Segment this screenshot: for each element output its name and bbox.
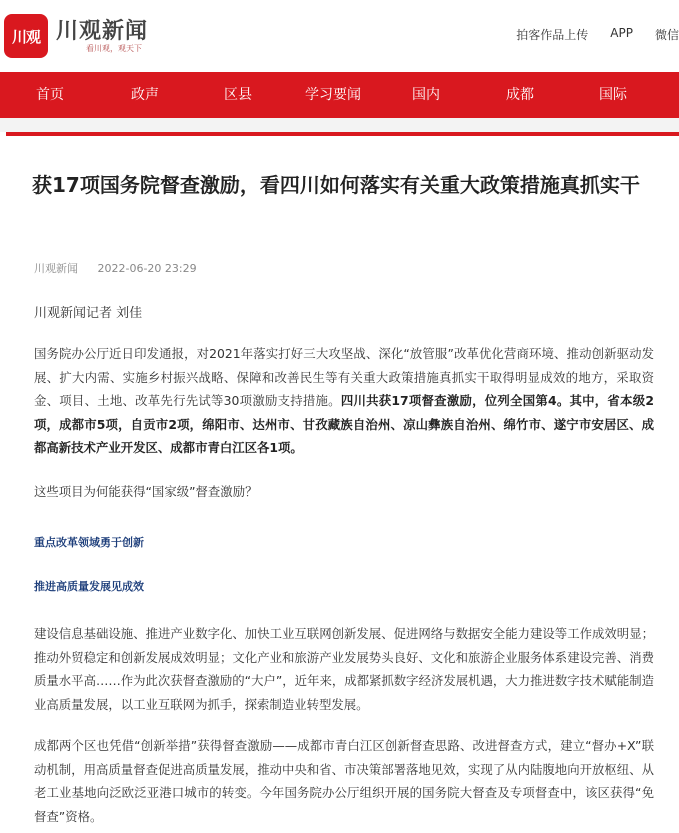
- nav-chengdu[interactable]: 成都: [506, 87, 534, 103]
- site-slogan: 看川观，观天下: [86, 44, 142, 53]
- article-datetime: 2022-06-20 23:29: [97, 262, 197, 275]
- logo-badge-text: 川观: [11, 27, 40, 46]
- article-paragraph: 建设信息基础设施、推进产业数字化、加快工业互联网创新发展、促进网络与数据安全能力建设等工作成效明显；推动外贸稳定和创新发展成效明显；文化产业和旅游产业发展势头良好、文化和旅游企业服务体系建设完善、消费质量水平高……作为此次获督查激励的“大户”，近年来，成都紧抓数字经济发展机遇，大力推进数字技术赋能制造业高质量发展，以工业互联网为抓手，探索制造业转型发展。: [34, 626, 654, 712]
- article-byline: 川观新闻记者 刘佳: [34, 306, 143, 321]
- nav-divider: [0, 118, 679, 132]
- nav-counties[interactable]: 区县: [224, 87, 252, 103]
- paragraph-text: 国务院办公厅近日印发通报，对2021年落实打好三大攻坚战、深化“放管服”改革优化营商环境、推动创新驱动发展、扩大内需、实施乡村振兴战略、保障和改善民生等有关重大政策措施真抓实干取得明显成效的地方，采取资金、项目、土地、改革先行先试等30项激励支持措施。: [34, 346, 654, 408]
- main-nav: [0, 72, 679, 118]
- top-links: [494, 26, 679, 43]
- article-subheading: 重点改革领域勇于创新: [34, 536, 144, 549]
- article-meta: [34, 260, 197, 276]
- article-source: 川观新闻: [34, 262, 78, 275]
- wechat-link[interactable]: 微信: [654, 28, 679, 42]
- app-link[interactable]: APP: [610, 26, 633, 40]
- article-title: 获17项国务院督查激励，看四川如何落实有关重大政策措施真抓实干: [32, 173, 640, 197]
- article-paragraph: [34, 342, 654, 460]
- nav-politics[interactable]: 政声: [131, 87, 159, 103]
- article-subheading: 推进高质量发展见成效: [34, 580, 144, 593]
- nav-domestic[interactable]: 国内: [412, 87, 440, 103]
- content-top-border: [6, 132, 679, 136]
- article-paragraph: 成都两个区也凭借“创新举措”获得督查激励——成都市青白江区创新督查思路、改进督查方式，建立“督办+X”联动机制，用高质量督查促进高质量发展，推动中央和省、市决策部署落地见效，实现了从内陆腹地向开放枢纽、从老工业基地向泛欧泛亚港口城市的转变。今年国务院办公厅组织开展的国务院大督查及专项督查中，该区获得“免督查”资格。: [34, 738, 654, 824]
- nav-international[interactable]: 国际: [599, 87, 627, 103]
- paragraph-bold-text: 四川共获17项督查激励，位列全国第4。其中，省本级2项，成都市5项，自贡市2项，绵阳市、达州市、甘孜藏族自治州、凉山彝族自治州、绵竹市、遂宁市安居区、成都高新技术产业开发区、成都市青白江区各1项。: [34, 393, 654, 455]
- nav-home[interactable]: 首页: [36, 87, 64, 103]
- site-logo-badge[interactable]: [4, 14, 48, 58]
- upload-link[interactable]: 拍客作品上传: [516, 28, 589, 42]
- site-logo-name[interactable]: 川观新闻: [56, 18, 149, 44]
- site-header: [0, 0, 679, 72]
- article-paragraph: 这些项目为何能获得“国家级”督查激励？: [34, 484, 258, 499]
- nav-study-news[interactable]: 学习要闻: [305, 87, 361, 103]
